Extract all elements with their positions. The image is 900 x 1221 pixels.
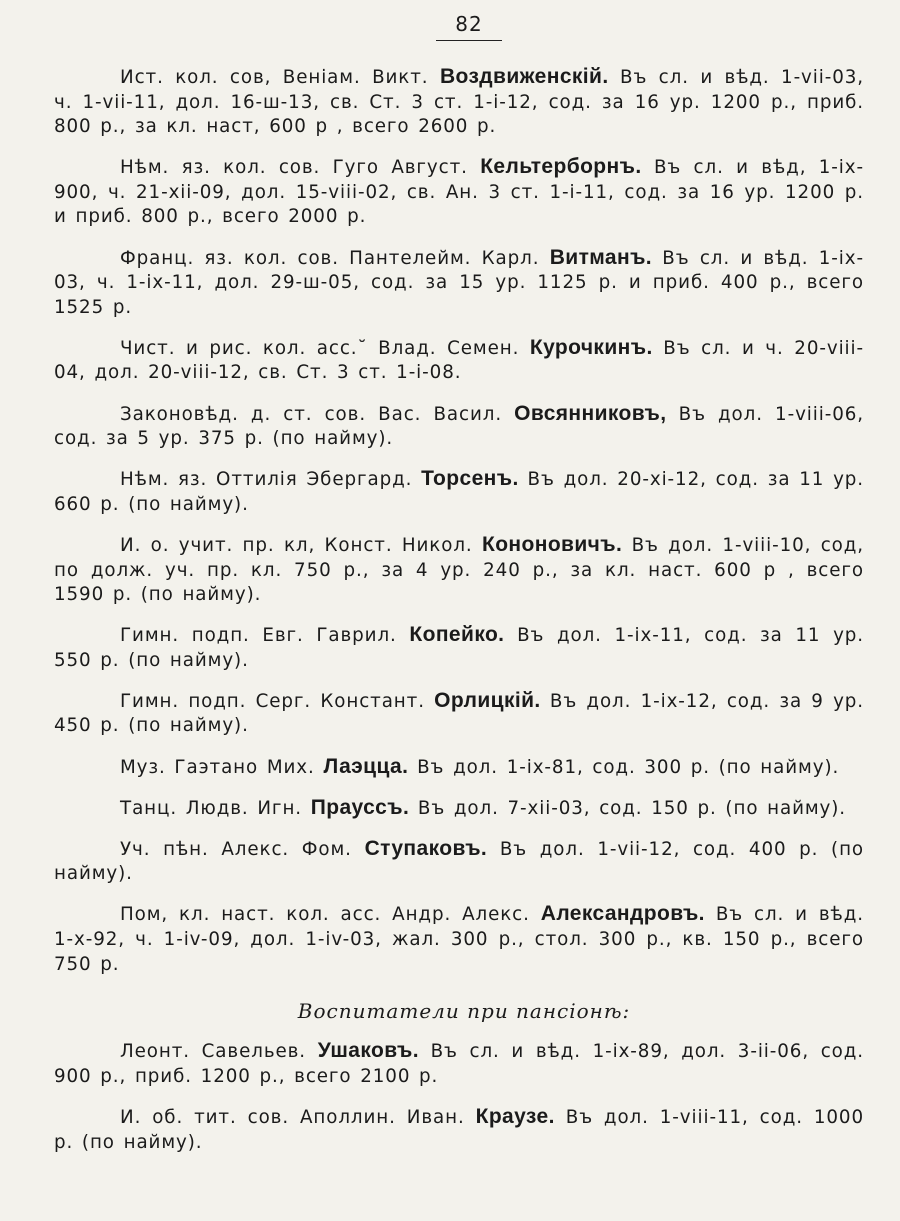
entry-rank-and-name: Ист. кол. сов, Веніам. Викт. [120,67,429,88]
entry-surname: Ступаковъ. [364,836,488,860]
staff-entry [54,65,864,140]
staff-entry [54,623,864,673]
entry-rank-and-name: И. о. учит. пр. кл, Конст. Никол. [120,534,473,556]
entry-rank-and-name: Муз. Гаэтано Мих. [120,756,315,778]
entry-details: Въ сл. и вѣд, 1-ix-900, ч. 21-xii-09, дол. 15-viii-02, св. Ан. 3 ст. 1-i-11, сод. за 16 ур. 1200 р. и приб. 800 р., всего 2000 р. [54,157,864,228]
entry-details: Въ дол. 1-ix-11, сод. за 11 ур. 550 р. (по найму). [54,625,865,671]
entry-details: Въ дол. 1-ix-81, сод. 300 р. (по найму). [417,756,840,778]
entry-details: Въ сл. и ч. 20-viii-04, дол. 20-viii-12, св. Ст. 3 ст. 1-i-08. [54,337,865,384]
staff-entry [54,796,864,822]
entry-details: Въ сл. и вѣд. 1-vii-03, ч. 1-vii-11, дол. 16-ш-13, св. Ст. 3 ст. 1-i-12, сод. за 16 ур. 1200 р., приб. 800 р., за кл. наст, 600 р , всего 2600 р. [54,67,865,138]
staff-entry [54,689,864,739]
entry-rank-and-name: Пом, кл. наст. кол. асс. Андр. Алекс. [120,904,530,926]
entry-surname: Александровъ. [540,902,705,926]
entry-surname: Кельтерборнъ. [480,155,642,179]
entry-rank-and-name: Законовѣд. д. ст. сов. Вас. Васил. [120,403,503,425]
staff-entry [54,246,864,321]
entry-surname: Витманъ. [549,245,653,269]
entry-rank-and-name: Танц. Людв. Игн. [120,797,303,819]
entry-surname: Краузе. [475,1104,555,1128]
staff-entry [54,467,864,517]
entry-surname: Праусcъ. [310,795,410,819]
entry-details: Въ дол. 1-viii-06, сод. за 5 ур. 375 р. (по найму). [54,403,864,450]
entry-details: Въ дол. 1-viii-11, сод. 1000 р. (по найму). [54,1106,864,1153]
tutors-list [54,1039,864,1155]
staff-entry [54,402,864,452]
entry-details: Въ дол. 20-xi-12, сод. за 11 ур. 660 р. (по найму). [54,469,865,515]
entry-details: Въ сл. и вѣд. 1-ix-03, ч. 1-ix-11, дол. 29-ш-05, сод. за 15 ур. 1125 р. и приб. 400 р., всего 1525 р. [54,247,864,318]
entry-details: Въ дол. 1-ix-12, сод. за 9 ур. 450 р. (по найму). [54,690,865,737]
entry-details: Въ сл. и вѣд. 1-ix-89, дол. 3-ii-06, сод. 900 р., приб. 1200 р., всего 2100 р. [54,1041,864,1087]
entry-rank-and-name: Нѣм. яз. Оттилія Эбергард. [120,469,413,491]
entry-surname: Воздвиженскій. [439,65,609,88]
entry-rank-and-name: Чист. и рис. кол. асс.˘ Влад. Семен. [120,337,520,359]
entry-rank-and-name: Гимн. подп. Серг. Констант. [120,690,425,712]
entry-rank-and-name: Нѣм. яз. кол. сов. Гуго Август. [120,157,468,179]
entry-details: Въ сл. и вѣд. 1-x-92, ч. 1-iv-09, дол. 1-iv-03, жал. 300 р., стол. 300 р., кв. 150 р., всего 750 р. [54,904,864,975]
entry-surname: Лаэцца. [323,754,409,778]
staff-list [54,65,864,977]
entry-rank-and-name: Уч. пѣн. Алекс. Фом. [120,838,352,860]
entry-rank-and-name: Гимн. подп. Евг. Гаврил. [120,625,397,647]
entry-rank-and-name: И. об. тит. сов. Аполлин. Иван. [120,1106,465,1128]
entry-details: Въ дол. 1-viii-10, сод, по долж. уч. пр. кл. 750 р., за 4 ур. 240 р., за кл. наст. 600 р , всего 1590 р. (по найму). [54,534,864,606]
entry-surname: Орлицкій. [434,688,541,712]
entry-surname: Торсенъ. [421,467,519,491]
entry-rank-and-name: Франц. яз. кол. сов. Пантелейм. Карл. [120,247,540,269]
entry-surname: Овсянниковъ, [514,401,667,425]
staff-entry [54,1039,864,1089]
staff-entry [54,837,864,887]
section-heading: Воспитатели при пансіонѣ: [297,999,631,1024]
staff-entry [54,755,864,781]
entry-surname: Копейко. [409,623,505,647]
entry-surname: Курочкинъ. [529,335,653,359]
entry-details: Въ дол. 1-vii-12, сод. 400 р. (по найму). [54,838,865,885]
entry-rank-and-name: Леонт. Савельев. [120,1041,307,1063]
entry-surname: Кононовичъ. [481,532,623,556]
page-number: 82 [455,12,483,36]
staff-entry [54,533,864,608]
staff-entry [54,155,864,230]
entry-surname: Ушаковъ. [317,1039,419,1063]
staff-entry [54,1105,864,1155]
staff-entry [54,336,864,386]
header-rule [436,40,502,41]
entry-details: Въ дол. 7-xii-03, сод. 150 р. (по найму). [417,797,847,819]
staff-entry [54,902,864,977]
